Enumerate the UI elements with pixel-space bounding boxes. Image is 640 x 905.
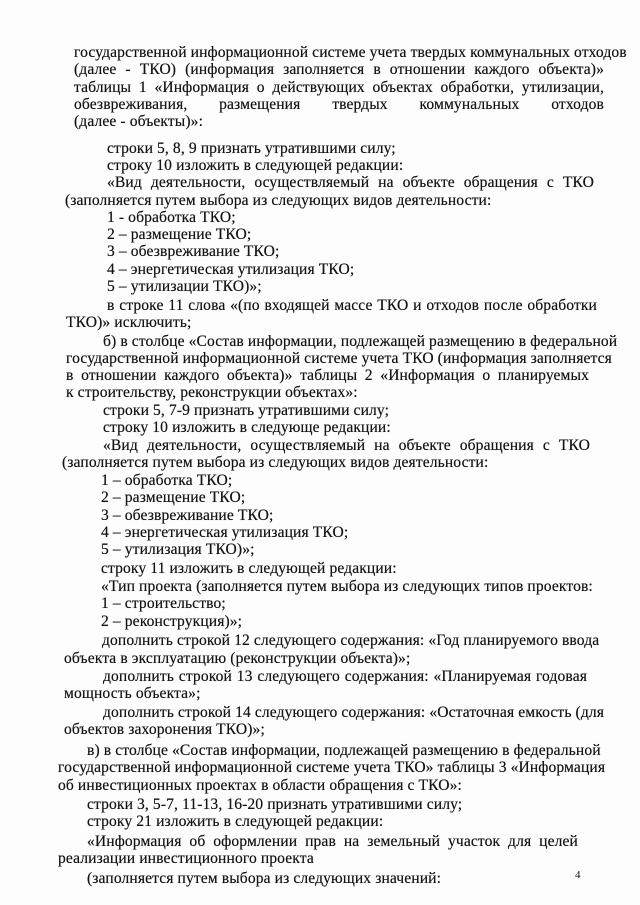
text-line: 2 – размещение ТКО; xyxy=(101,489,246,506)
text-line: 5 – утилизации ТКО)»; xyxy=(107,278,262,295)
text-line: «Информация об оформлении прав на земельный участок для целей xyxy=(87,833,578,850)
text-line: объекта в эксплуатацию (реконструкции объекта)»; xyxy=(64,650,411,667)
text-line: таблицы 1 «Информация о действующих объектах обработки, утилизации, xyxy=(74,79,604,96)
text-line: 1 – строительство; xyxy=(101,595,226,612)
text-line: мощность объекта»; xyxy=(64,685,201,702)
text-line: строку 21 изложить в следующей редакции: xyxy=(87,813,384,830)
text-line: 4 – энергетическая утилизация ТКО; xyxy=(101,524,349,541)
text-line: «Вид деятельности, осуществляемый на объекте обращения с ТКО xyxy=(107,174,594,191)
text-line: б) в столбце «Состав информации, подлежащей размещению в федеральной xyxy=(103,333,618,350)
text-line: строку 11 изложить в следующей редакции: xyxy=(101,560,397,577)
text-line: к строительству, реконструкции объектах»: xyxy=(66,384,358,401)
text-line: в) в столбце «Состав информации, подлежащей размещению в федеральной xyxy=(87,742,601,759)
text-line: государственной информационной системе учета твердых коммунальных отходов xyxy=(74,44,627,61)
text-line: 4 – энергетическая утилизация ТКО; xyxy=(107,261,355,278)
text-line: дополнить строкой 12 следующего содержания: «Год планируемого ввода xyxy=(102,632,600,649)
text-line: (далее - ТКО) (информация заполняется в отношении каждого объекта)» xyxy=(74,61,604,78)
text-line: «Тип проекта (заполняется путем выбора из следующих типов проектов: xyxy=(101,578,593,595)
text-line: (заполняется путем выбора из следующих значений: xyxy=(87,870,442,887)
text-line: (далее - объекты)»: xyxy=(74,113,204,130)
text-line: об инвестиционных проектах в области обращения с ТКО»: xyxy=(58,777,462,794)
text-line: (заполняется путем выбора из следующих видов деятельности: xyxy=(65,192,492,209)
text-line: 1 - обработка ТКО; xyxy=(107,209,236,226)
text-line: реализации инвестиционного проекта xyxy=(58,850,314,867)
text-line: строку 10 изложить в следующе редакции: xyxy=(103,419,391,436)
text-line: государственной информационной системе учета ТКО» таблицы 3 «Информация xyxy=(58,759,606,776)
text-line: 1 – обработка ТКО; xyxy=(101,472,233,489)
text-line: 2 – реконструкция)»; xyxy=(101,613,243,630)
text-line: «Вид деятельности, осуществляемый на объекте обращения с ТКО xyxy=(103,437,590,454)
page-number: 4 xyxy=(575,869,581,881)
text-line: (заполняется путем выбора из следующих видов деятельности: xyxy=(62,454,489,471)
text-line: 3 – обезвреживание ТКО; xyxy=(101,507,274,524)
text-line: дополнить строкой 13 следующего содержания: «Планируемая годовая xyxy=(103,668,587,685)
text-line: объектов захоронения ТКО)»; xyxy=(64,721,265,738)
text-line: государственной информационной системе учета ТКО (информация заполняется xyxy=(66,350,612,367)
text-line: 2 – размещение ТКО; xyxy=(107,226,252,243)
text-line: строки 5, 7-9 признать утратившими силу; xyxy=(103,402,390,419)
text-line: в строке 11 слова «(по входящей массе ТКО и отходов после обработки xyxy=(107,297,597,314)
text-line: дополнить строкой 14 следующего содержания: «Остаточная емкость (для xyxy=(103,704,605,721)
text-line: обезвреживания, размещения твердых коммунальных отходов xyxy=(74,96,604,113)
text-line: 3 – обезвреживание ТКО; xyxy=(107,243,280,260)
text-line: строку 10 изложить в следующей редакции: xyxy=(107,157,404,174)
text-line: 5 – утилизация ТКО)»; xyxy=(101,541,255,558)
text-line: ТКО)» исключить; xyxy=(66,314,192,331)
text-line: в отношении каждого объекта)» таблицы 2 «Информация о планируемых xyxy=(66,367,589,384)
text-line: строки 5, 8, 9 признать утратившими силу; xyxy=(107,140,396,157)
text-line: строки 3, 5-7, 11-13, 16-20 признать утратившими силу; xyxy=(87,796,463,813)
